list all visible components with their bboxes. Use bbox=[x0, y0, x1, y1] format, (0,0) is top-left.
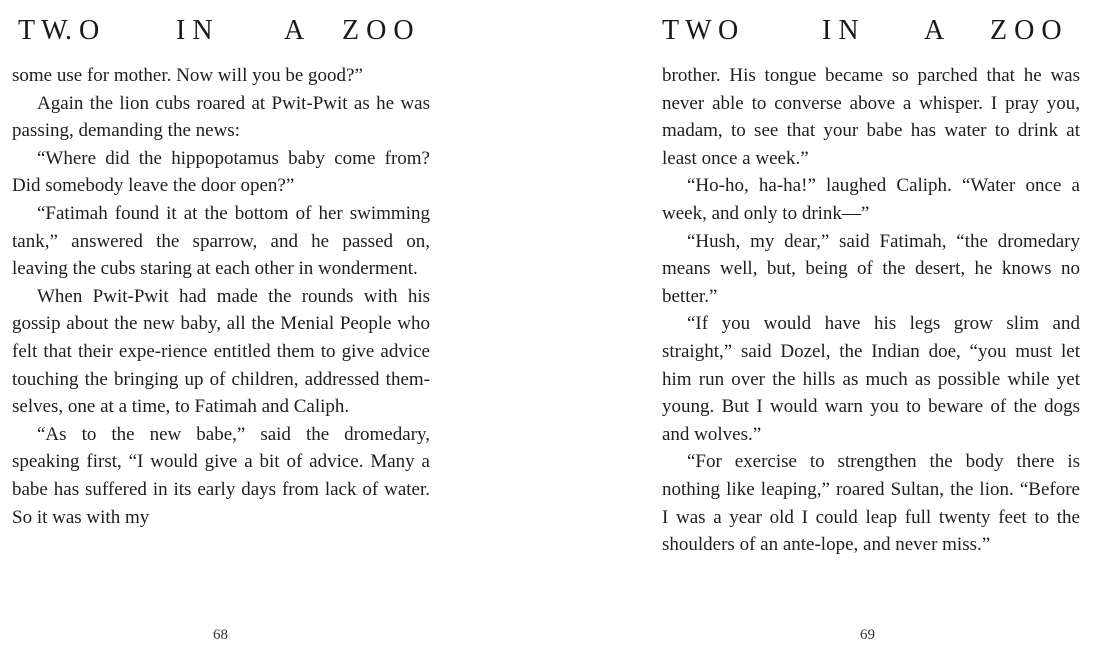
body-text bbox=[662, 62, 1080, 559]
running-head-word: A bbox=[284, 15, 305, 46]
running-head-word: I N bbox=[822, 15, 859, 46]
running-head-word: I N bbox=[176, 15, 213, 46]
paragraph: “As to the new babe,” said the dromedary, speaking first, “I would give a bit of advice. Many a babe has suffered in its early days from lack of water. So it was with my bbox=[12, 423, 430, 528]
paragraph: “Hush, my dear,” said Fatimah, “the dromedary means well, but, being of the desert, he knows no better.” bbox=[662, 230, 1080, 307]
page-number: 69 bbox=[860, 627, 875, 643]
body-text bbox=[12, 62, 430, 531]
right-page bbox=[650, 0, 1090, 660]
paragraph: “If you would have his legs grow slim and straight,” said Dozel, the Indian doe, “you must let him run over the hills as much as possible while yet young. But I would warn you to beware of the dogs and wolves.” bbox=[662, 313, 1080, 445]
running-head-word: Z O O bbox=[990, 15, 1062, 46]
running-head-word: T W O bbox=[662, 15, 739, 46]
paragraph: brother. His tongue became so parched that he was never able to converse above a whisper. I pray you, madam, to see that your babe has water to drink at least once a week.” bbox=[662, 65, 1080, 169]
paragraph: “Ho-ho, ha-ha!” laughed Caliph. “Water once a week, and only to drink—” bbox=[662, 175, 1080, 224]
paragraph: “Fatimah found it at the bottom of her swimming tank,” answered the sparrow, and he passed on, leaving the cubs staring at each other in wonderment. bbox=[12, 202, 430, 280]
running-head-word: T W. O bbox=[18, 15, 100, 46]
left-page bbox=[0, 0, 440, 660]
paragraph: “Where did the hippopotamus baby come from? Did somebody leave the door open?” bbox=[12, 147, 430, 197]
page-number: 68 bbox=[213, 627, 228, 643]
paragraph: When Pwit-Pwit had made the rounds with his gossip about the new baby, all the Menial People who felt that their expe-rience entitled them to give advice touching the bringing up of children, addressed them-selves, one at a time, to Fatimah and Caliph. bbox=[12, 285, 430, 418]
running-head-word: Z O O bbox=[342, 15, 414, 46]
paragraph: “For exercise to strengthen the body there is nothing like leaping,” roared Sultan, the lion. “Before I was a year old I could leap full twenty feet to the shoulders of an ante-lope, and never miss.” bbox=[662, 451, 1080, 556]
paragraph: some use for mother. Now will you be good?” bbox=[12, 65, 363, 86]
paragraph: Again the lion cubs roared at Pwit-Pwit as he was passing, demanding the news: bbox=[12, 92, 430, 142]
running-head-word: A bbox=[924, 15, 945, 46]
